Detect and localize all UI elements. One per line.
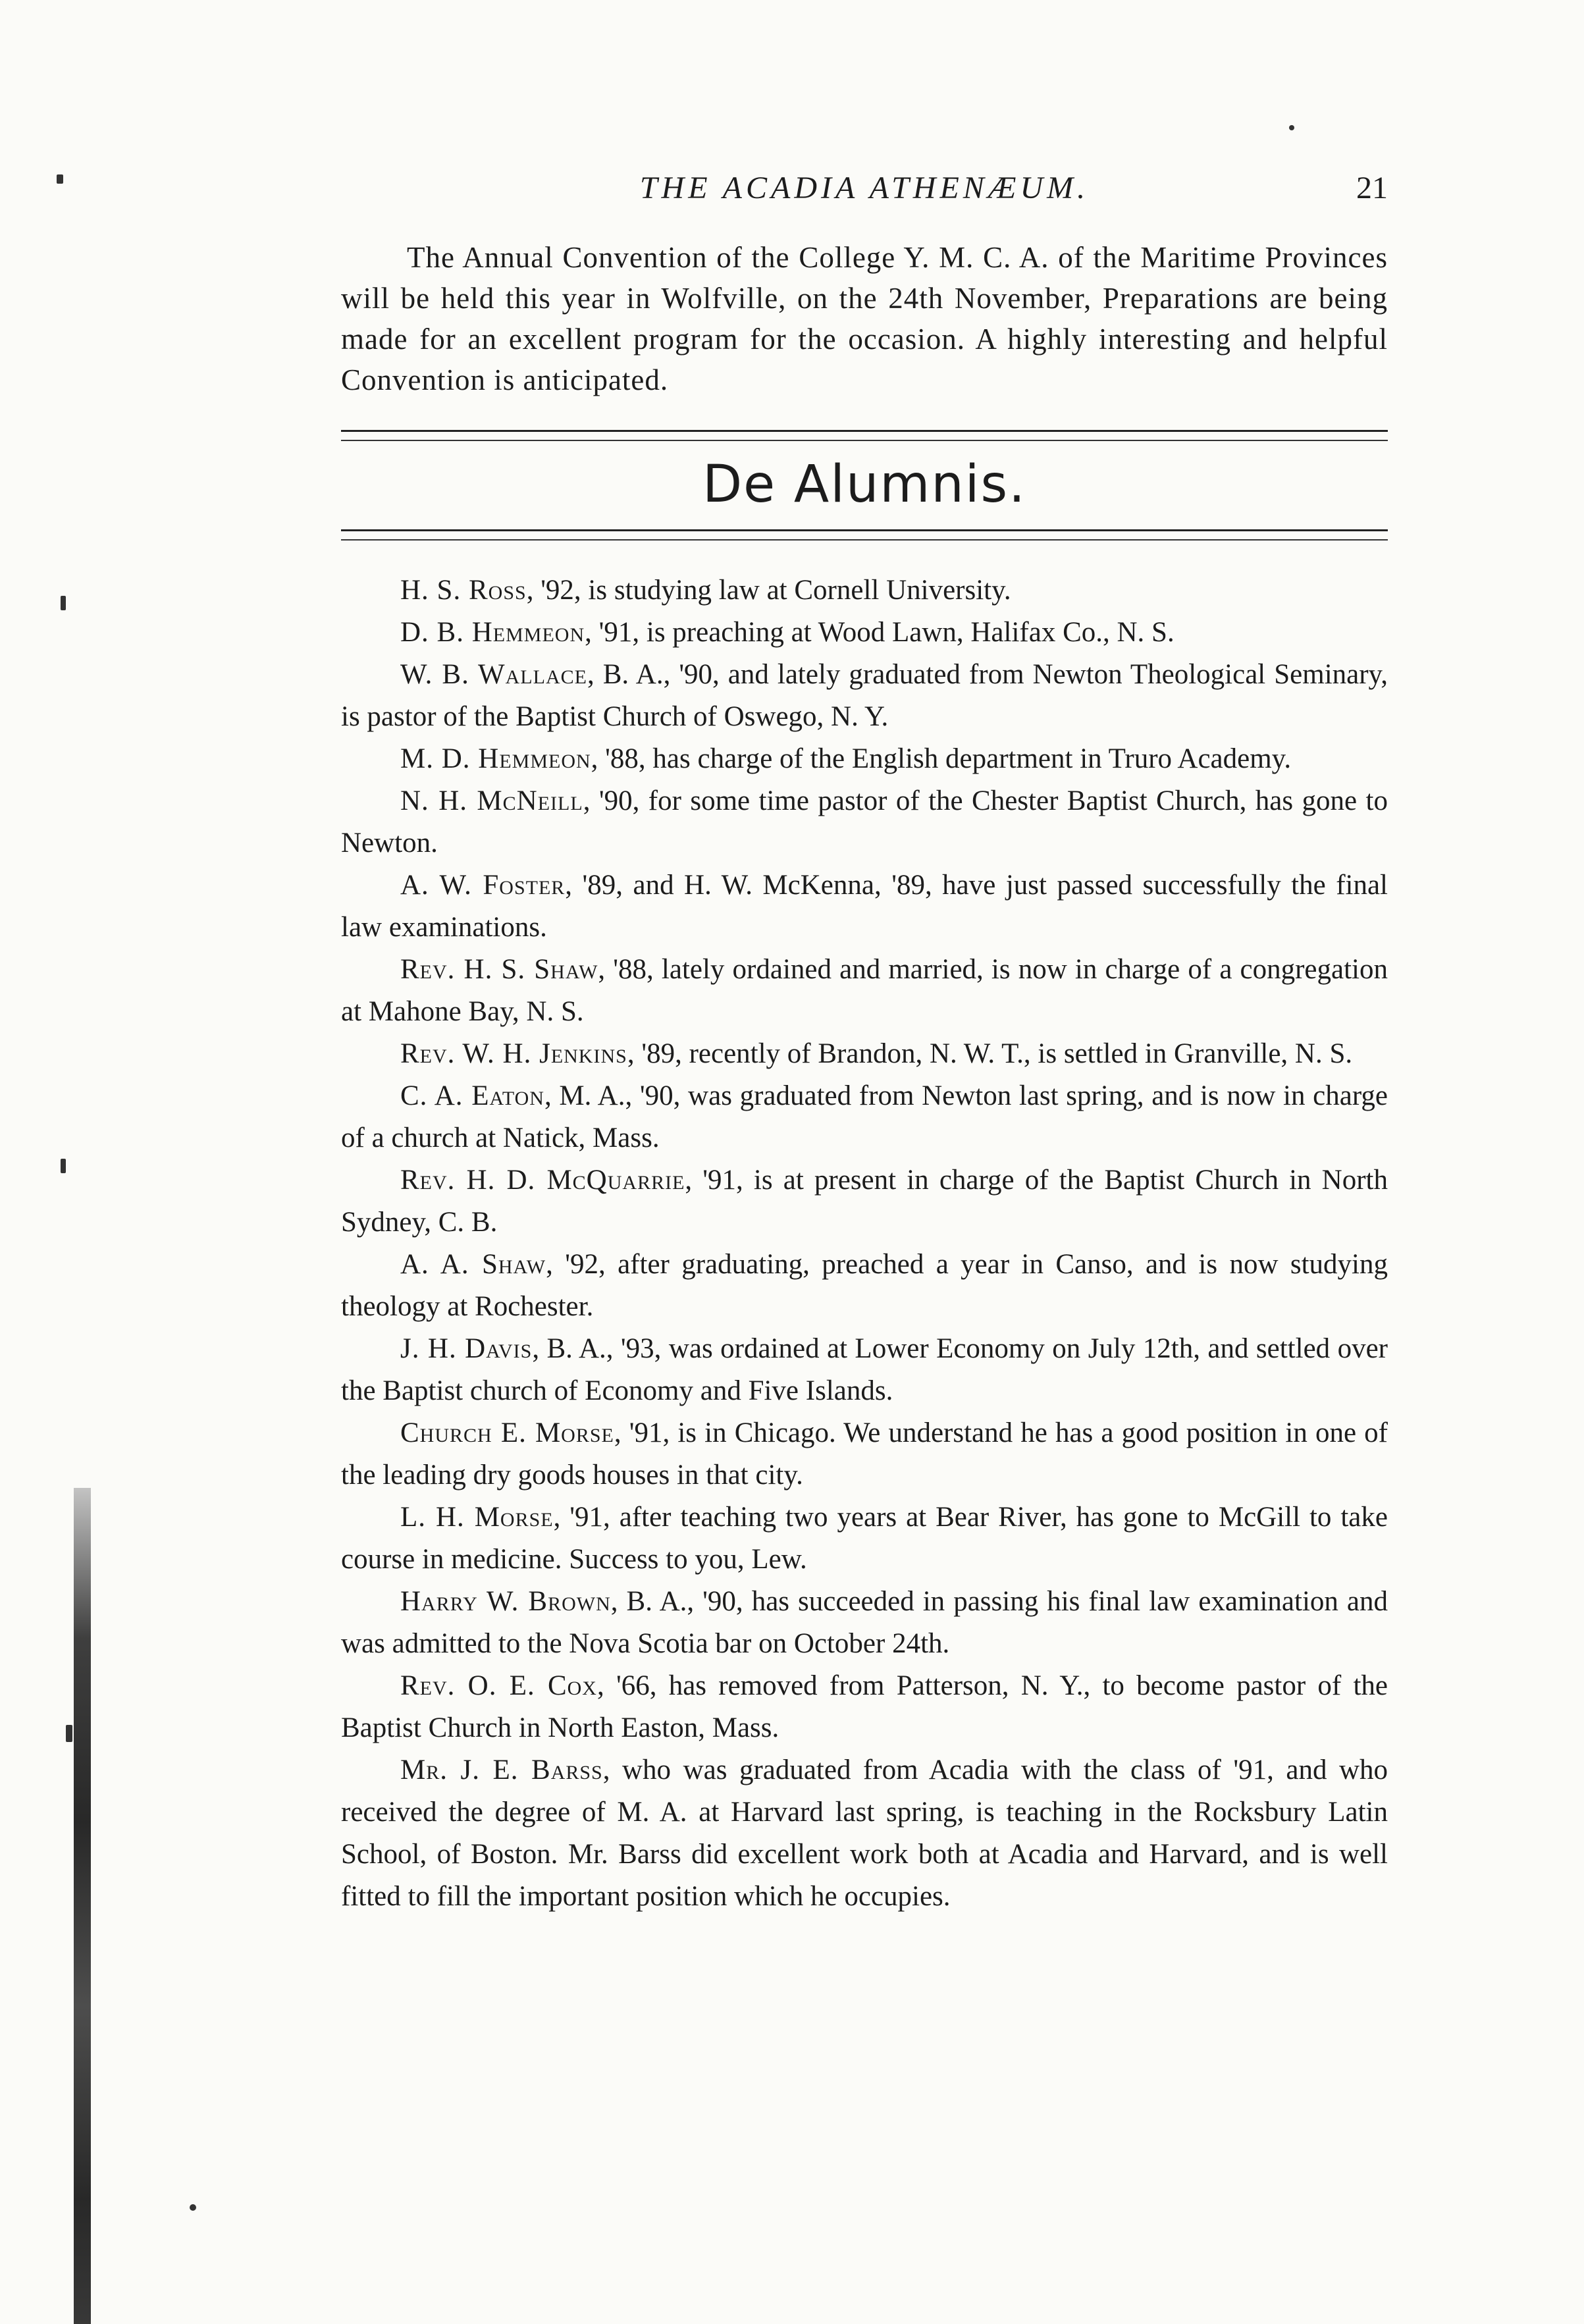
section-rule-bottom	[341, 529, 1388, 541]
section-rule-top	[341, 430, 1388, 441]
alumni-entry	[341, 654, 1388, 738]
alumni-note: , '90, for some time pastor of the Chester Baptist Church, has gone to Newton.	[341, 785, 1388, 858]
alumni-entry	[341, 1749, 1388, 1918]
running-title: THE ACADIA ATHENÆUM.	[639, 171, 1090, 205]
alumni-note: , B. A., '90, has succeeded in passing his final law examination and was admitted to the Nova Scotia bar on October 24th.	[341, 1586, 1388, 1659]
alumni-entry	[341, 949, 1388, 1033]
alumni-entry	[341, 864, 1388, 949]
alumni-entry	[341, 1159, 1388, 1244]
alumni-name: Rev. H. D. McQuarrie	[400, 1165, 685, 1196]
alumni-note: , who was graduated from Acadia with the class of '91, and who received the degree of M. A. at Harvard last spring, is teaching in the Rocksbury Latin School, of Boston. Mr. Barss did excellent work both at Acadia and Harvard, and is well fitted to fill the important position which he occupies.	[341, 1755, 1388, 1912]
alumni-entry	[341, 612, 1388, 654]
alumni-note: , '66, has removed from Patterson, N. Y., to become pastor of the Baptist Church in North Easton, Mass.	[341, 1670, 1388, 1743]
alumni-note: , B. A., '90, and lately graduated from Newton Theological Seminary, is pastor of the Baptist Church of Oswego, N. Y.	[341, 659, 1388, 732]
alumni-entry	[341, 1496, 1388, 1581]
alumni-name: W. B. Wallace	[400, 659, 587, 690]
running-head	[341, 165, 1388, 211]
binding-edge-shadow	[74, 1488, 91, 2324]
alumni-note: , '88, has charge of the English department in Truro Academy.	[591, 743, 1292, 774]
alumni-entry	[341, 1581, 1388, 1665]
alumni-note: , B. A., '93, was ordained at Lower Economy on July 12th, and settled over the Baptist church of Economy and Five Islands.	[341, 1333, 1388, 1406]
alumni-name: Rev. O. E. Cox	[400, 1670, 597, 1701]
binding-mark	[66, 1725, 72, 1742]
binding-mark	[57, 174, 63, 184]
alumni-note: , '91, is in Chicago. We understand he has a good position in one of the leading dry goods houses in that city.	[341, 1417, 1388, 1491]
binding-mark	[61, 1159, 66, 1173]
alumni-name: L. H. Morse	[400, 1502, 554, 1533]
alumni-notes	[341, 569, 1388, 1918]
binding-mark	[1289, 125, 1294, 130]
alumni-name: Rev. H. S. Shaw	[400, 954, 598, 985]
alumni-name: Church E. Morse	[400, 1417, 614, 1448]
alumni-note: , '92, is studying law at Cornell University.	[526, 575, 1011, 606]
alumni-name: A. A. Shaw	[400, 1249, 546, 1280]
alumni-entry	[341, 1412, 1388, 1496]
alumni-note: , '91, after teaching two years at Bear River, has gone to McGill to take course in medicine. Success to you, Lew.	[341, 1502, 1388, 1575]
alumni-entry	[341, 569, 1388, 612]
alumni-name: N. H. McNeill	[400, 785, 583, 816]
alumni-note: , '91, is at present in charge of the Baptist Church in North Sydney, C. B.	[341, 1165, 1388, 1238]
alumni-note: , '91, is preaching at Wood Lawn, Halifax Co., N. S.	[585, 617, 1175, 648]
section-title: De Alumnis.	[702, 455, 1026, 514]
alumni-name: Rev. W. H. Jenkins	[400, 1038, 627, 1069]
alumni-note: , '89, recently of Brandon, N. W. T., is settled in Granville, N. S.	[627, 1038, 1353, 1069]
alumni-entry	[341, 1033, 1388, 1075]
intro-paragraph: The Annual Convention of the College Y. M. C. A. of the Maritime Provinces will be held this year in Wolfville, on the 24th November, Preparations are being made for an excellent program for the occasion. A highly interesting and helpful Convention is anticipated.	[341, 241, 1388, 396]
alumni-name: Mr. J. E. Barss	[400, 1755, 603, 1785]
alumni-note: , '88, lately ordained and married, is now in charge of a congregation at Mahone Bay, N. S.	[341, 954, 1388, 1027]
alumni-name: M. D. Hemmeon	[400, 743, 591, 774]
alumni-name: C. A. Eaton	[400, 1080, 544, 1111]
journal-page	[341, 165, 1388, 1918]
binding-mark	[190, 2204, 196, 2211]
alumni-note: , '89, and H. W. McKenna, '89, have just passed successfully the final law examinations.	[341, 870, 1388, 943]
alumni-name: Harry W. Brown	[400, 1586, 611, 1617]
alumni-entry	[341, 1665, 1388, 1749]
alumni-entry	[341, 738, 1388, 780]
alumni-name: J. H. Davis	[400, 1333, 533, 1364]
alumni-name: H. S. Ross	[400, 575, 527, 606]
alumni-entry	[341, 1244, 1388, 1328]
alumni-note: , '92, after graduating, preached a year in Canso, and is now studying theology at Rochester.	[341, 1249, 1388, 1322]
alumni-entry	[341, 780, 1388, 864]
alumni-entry	[341, 1075, 1388, 1159]
alumni-name: D. B. Hemmeon	[400, 617, 585, 648]
alumni-name: A. W. Foster	[400, 870, 566, 901]
alumni-note: , M. A., '90, was graduated from Newton last spring, and is now in charge of a church at Natick, Mass.	[341, 1080, 1388, 1153]
binding-mark	[61, 596, 66, 610]
alumni-entry	[341, 1328, 1388, 1412]
page-number: 21	[1356, 171, 1388, 205]
